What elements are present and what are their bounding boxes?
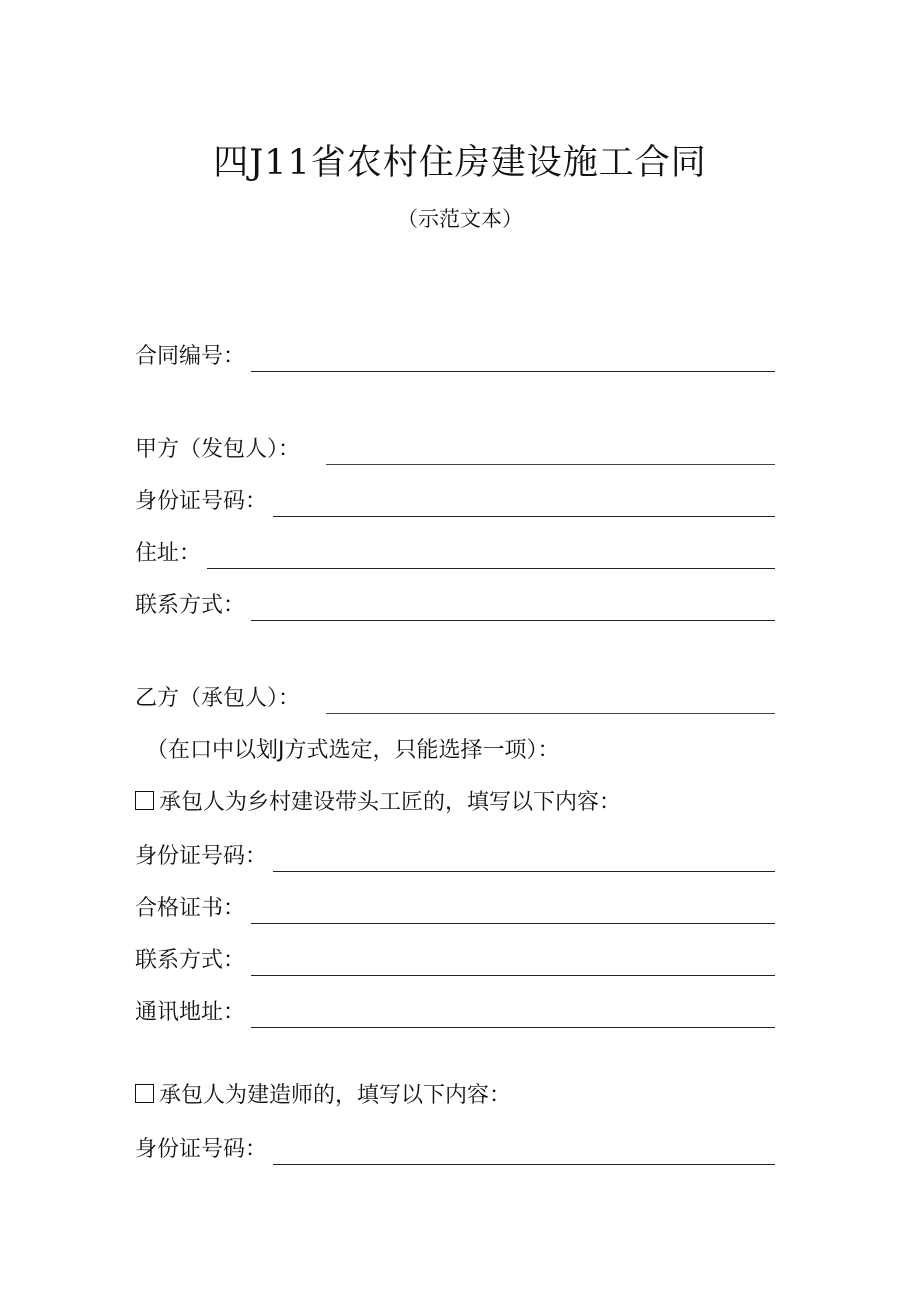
party-a-id-field[interactable] [273,516,775,517]
option-craftsman-label: 承包人为乡村建设带头工匠的，填写以下内容： [159,790,622,815]
option-builder-label: 承包人为建造师的，填写以下内容： [159,1083,512,1108]
party-b-name-field[interactable] [326,713,775,714]
party-a-name-field[interactable] [326,464,775,465]
contract-number-label: 合同编号： [135,344,246,369]
party-b-heading: 乙方（承包人）： [135,686,301,711]
document-subtitle: （示范文本） [397,207,523,231]
party-a-id-label: 身份证号码： [135,489,268,514]
option-builder-row [135,1076,511,1116]
party-b-row [135,677,775,717]
builder-id-label: 身份证号码： [135,1137,268,1162]
option-craftsman-row [135,783,621,823]
option-builder-checkbox[interactable] [135,1084,154,1103]
craftsman-contact-row [135,939,775,979]
craftsman-cert-row [135,887,775,927]
craftsman-address-label: 通讯地址： [135,1000,246,1025]
document-title: 四J11省农村住房建设施工合同 [213,143,707,183]
craftsman-cert-label: 合格证书： [135,896,246,921]
contract-number-field[interactable] [251,371,775,372]
craftsman-cert-field[interactable] [251,923,775,924]
party-a-row [135,428,775,468]
contract-number-row [135,335,775,375]
craftsman-contact-field[interactable] [251,975,775,976]
party-a-address-label: 住址： [135,541,202,566]
craftsman-id-field[interactable] [273,871,775,872]
party-a-contact-field[interactable] [251,620,775,621]
party-a-id-row [135,480,775,520]
builder-id-field[interactable] [273,1164,775,1165]
party-a-contact-row [135,584,775,624]
party-b-instruction: （在口中以划J方式选定，只能选择一项）： [146,738,560,763]
party-a-address-row [135,532,775,572]
craftsman-contact-label: 联系方式： [135,948,246,973]
party-a-address-field[interactable] [207,568,775,569]
craftsman-id-row [135,835,775,875]
option-craftsman-checkbox[interactable] [135,791,154,810]
builder-id-row [135,1128,775,1168]
party-a-heading: 甲方（发包人）： [135,437,301,462]
craftsman-address-field[interactable] [251,1027,775,1028]
party-a-contact-label: 联系方式： [135,593,246,618]
craftsman-address-row [135,991,775,1031]
craftsman-id-label: 身份证号码： [135,844,268,869]
